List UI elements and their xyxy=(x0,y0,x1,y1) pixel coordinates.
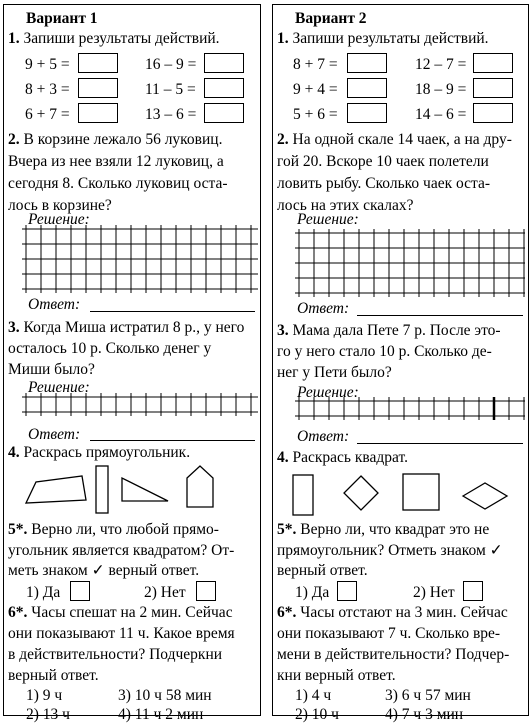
answer-label: Ответ: xyxy=(28,426,81,443)
task-6-line: верный ответ. xyxy=(8,667,99,684)
task-3-line: нег у Пети было? xyxy=(277,364,392,381)
task-2-line: сегодня 8. Сколько луковиц оста- xyxy=(8,175,228,192)
task-6: 6*. Часы спешат на 2 мин. Сейчас xyxy=(8,604,233,621)
task-5-line: прямоугольник? Отметь знаком ✓ xyxy=(277,542,503,559)
answer-box[interactable] xyxy=(78,103,118,123)
wide-rhombus-shape[interactable] xyxy=(463,483,507,509)
solution-label: Решение: xyxy=(28,211,90,228)
task-6-line: они показывают 7 ч. Сколько вре- xyxy=(277,625,501,642)
rectangle-shape[interactable] xyxy=(96,466,108,513)
variant-1-column xyxy=(3,4,261,723)
checkbox-yes[interactable] xyxy=(70,581,90,601)
variant-2-column xyxy=(272,4,529,723)
answer-option[interactable]: 3) 6 ч 57 мин xyxy=(385,687,471,704)
answer-line[interactable] xyxy=(357,315,523,316)
checkbox-no[interactable] xyxy=(196,581,216,601)
variant-2-title: Вариант 2 xyxy=(295,10,367,27)
answer-option[interactable]: 2) 13 ч xyxy=(26,706,70,723)
answer-option[interactable]: 4) 11 ч 2 мин xyxy=(118,706,204,723)
solution-strip xyxy=(295,401,525,423)
option-no: 2) Нет xyxy=(413,584,455,601)
answer-line[interactable] xyxy=(90,440,255,441)
rectangle-shape[interactable] xyxy=(293,475,313,515)
option-yes: 1) Да xyxy=(26,584,61,601)
checkbox-yes[interactable] xyxy=(337,581,357,601)
answer-box[interactable] xyxy=(204,78,244,98)
task-2-line: гой 20. Вскоре 10 чаек полетели xyxy=(277,153,489,170)
answer-box[interactable] xyxy=(473,53,513,73)
answer-box[interactable] xyxy=(473,78,513,98)
solution-label: Решение: xyxy=(297,384,359,401)
task-4: 4. Раскрась прямоугольник. xyxy=(8,444,191,461)
answer-box[interactable] xyxy=(78,78,118,98)
task-6-line: они показывают 11 ч. Какое время xyxy=(8,625,235,642)
answer-box[interactable] xyxy=(78,53,118,73)
expr-3: 5 + 6 = xyxy=(293,106,338,123)
solution-grid xyxy=(22,229,258,293)
answer-box[interactable] xyxy=(204,103,244,123)
checkmark-icon: ✓ xyxy=(489,542,503,559)
task-5-line: верный ответ. xyxy=(277,562,368,579)
answer-option[interactable]: 1) 4 ч xyxy=(295,687,332,704)
answer-box[interactable] xyxy=(347,103,387,123)
task-4: 4. Раскрась квадрат. xyxy=(277,449,408,466)
solution-label: Решение: xyxy=(28,379,90,396)
rhombus-shape[interactable] xyxy=(344,476,378,510)
variant-1-title: Вариант 1 xyxy=(26,10,98,27)
task-3-line: Миши было? xyxy=(8,361,95,378)
answer-box[interactable] xyxy=(204,53,244,73)
task-5: 5*. Верно ли, что квадрат это не xyxy=(277,521,490,538)
expr-5: 18 – 9 = xyxy=(415,81,467,98)
task-6-line: мени в действительности? Подчер- xyxy=(277,646,510,663)
expr-1: 8 + 7 = xyxy=(293,56,338,73)
answer-option[interactable]: 2) 10 ч xyxy=(295,706,339,723)
task-1: 1. Запиши результаты действий. xyxy=(277,30,489,47)
expr-2: 9 + 4 = xyxy=(293,81,338,98)
checkmark-icon: ✓ xyxy=(91,562,105,579)
task-6-line: в действительности? Подчеркни xyxy=(8,646,223,663)
answer-option[interactable]: 1) 9 ч xyxy=(26,687,63,704)
task-3: 3. Когда Миша истратил 8 р., у него xyxy=(8,319,245,336)
task-6-line: кни верный ответ. xyxy=(277,667,396,684)
expr-2: 8 + 3 = xyxy=(25,81,70,98)
task-5-line: угольник является квадратом? От- xyxy=(8,542,235,559)
solution-strip xyxy=(22,397,258,419)
task-5-line: меть знаком ✓ верный ответ. xyxy=(8,562,200,579)
task-6: 6*. Часы отстают на 3 мин. Сейчас xyxy=(277,604,508,621)
expr-3: 6 + 7 = xyxy=(25,106,70,123)
task-3-line: го у него стало 10 р. Сколько де- xyxy=(277,343,492,360)
answer-box[interactable] xyxy=(347,53,387,73)
answer-label: Ответ: xyxy=(297,300,350,317)
expr-6: 13 – 6 = xyxy=(145,106,197,123)
triangle-shape[interactable] xyxy=(122,478,168,501)
option-yes: 1) Да xyxy=(295,584,330,601)
answer-box[interactable] xyxy=(347,78,387,98)
task-5: 5*. Верно ли, что любой прямо- xyxy=(8,521,219,538)
task-3-line: осталось 10 р. Сколько денег у xyxy=(8,340,212,357)
task-2-line: Вчера из нее взяли 12 луковиц, а xyxy=(8,153,224,170)
trapezoid-shape[interactable] xyxy=(26,476,86,503)
task-2-line: лось на этих скалах? xyxy=(277,197,414,214)
expr-4: 16 – 9 = xyxy=(145,56,197,73)
task-2: 2. В корзине лежало 56 луковиц. xyxy=(8,131,223,148)
task-2-line: лось в корзине? xyxy=(8,197,112,214)
answer-label: Ответ: xyxy=(297,428,350,445)
shapes-group xyxy=(4,460,262,520)
task-2: 2. На одной скале 14 чаек, а на дру- xyxy=(277,131,512,148)
expr-5: 11 – 5 = xyxy=(145,81,196,98)
task-1: 1. Запиши результаты действий. xyxy=(8,30,220,47)
task-3: 3. Мама дала Пете 7 р. После это- xyxy=(277,322,501,339)
expr-1: 9 + 5 = xyxy=(25,56,70,73)
checkbox-no[interactable] xyxy=(463,581,483,601)
answer-option[interactable]: 3) 10 ч 58 мин xyxy=(118,687,212,704)
expr-4: 12 – 7 = xyxy=(415,56,467,73)
answer-label: Ответ: xyxy=(28,296,81,313)
solution-label: Решение: xyxy=(297,211,359,228)
option-no: 2) Нет xyxy=(144,584,186,601)
answer-option[interactable]: 4) 7 ч 3 мин xyxy=(385,706,464,723)
expr-6: 14 – 6 = xyxy=(415,106,467,123)
answer-box[interactable] xyxy=(473,103,513,123)
task-2-line: ловить рыбу. Сколько чаек оста- xyxy=(277,175,491,192)
answer-line[interactable] xyxy=(357,443,523,444)
solution-grid xyxy=(295,233,525,297)
square-shape[interactable] xyxy=(403,474,439,510)
pentagon-shape[interactable] xyxy=(187,466,213,507)
answer-line[interactable] xyxy=(90,311,255,312)
shapes-group xyxy=(273,468,530,518)
